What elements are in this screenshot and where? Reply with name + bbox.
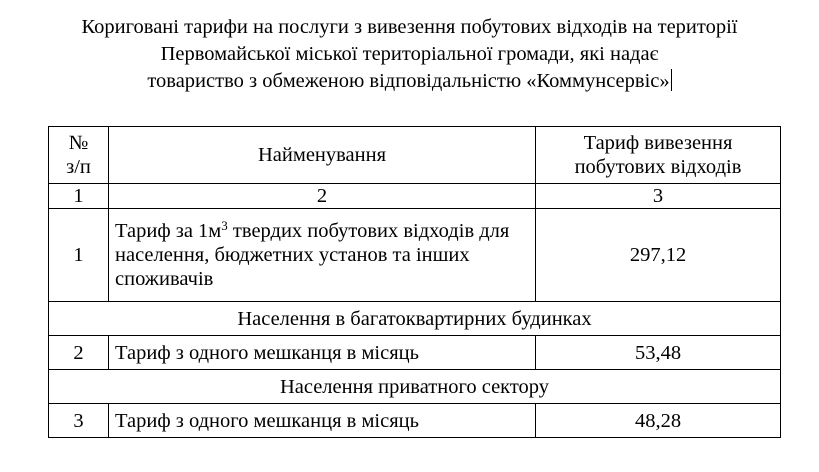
section-row	[49, 302, 781, 336]
row-number: 2	[49, 336, 109, 370]
table-row	[49, 336, 781, 370]
row-name-part-2: твердих побутових відходів для населення, бюджетних установ та інших споживачів	[115, 220, 510, 290]
row-rate: 297,12	[536, 209, 781, 302]
header-name: Найменування	[109, 127, 536, 184]
title-line-2: Первомайської міської територіальної громади, які надає	[160, 43, 659, 65]
table-header-row	[49, 127, 781, 184]
column-index-cell: 3	[536, 184, 781, 209]
table-row	[49, 209, 781, 302]
section-row	[49, 370, 781, 404]
header-number-line-2: з/п	[66, 156, 91, 178]
header-rate-line-1: Тариф вивезення	[583, 132, 733, 154]
row-name: Тариф з одного мешканця в місяць	[109, 336, 536, 370]
superscript-unit: 3	[221, 218, 228, 233]
document-title	[0, 14, 819, 95]
row-rate: 53,48	[536, 336, 781, 370]
row-number: 1	[49, 209, 109, 302]
column-index-cell: 2	[109, 184, 536, 209]
column-index-cell: 1	[49, 184, 109, 209]
row-name: Тариф з одного мешканця в місяць	[109, 404, 536, 438]
section-title: Населення в багатоквартирних будинках	[49, 302, 781, 336]
column-index-row	[49, 184, 781, 209]
header-rate-line-2: побутових відходів	[574, 156, 742, 178]
title-line-1: Кориговані тарифи на послуги з вивезення побутових відходів на території	[81, 16, 738, 38]
title-line-3	[0, 68, 819, 95]
header-rate	[536, 127, 781, 184]
table-row	[49, 404, 781, 438]
tariff-table	[48, 126, 781, 438]
section-title: Населення приватного сектору	[49, 370, 781, 404]
row-number: 3	[49, 404, 109, 438]
row-rate: 48,28	[536, 404, 781, 438]
header-number-line-1: №	[68, 132, 89, 154]
row-name-part-1: Тариф за 1м	[115, 220, 222, 242]
text-cursor	[671, 69, 672, 91]
row-name	[109, 209, 536, 302]
header-number	[49, 127, 109, 184]
title-line-3-text: товариство з обмеженою відповідальністю «Коммунсервіс»	[147, 70, 670, 92]
